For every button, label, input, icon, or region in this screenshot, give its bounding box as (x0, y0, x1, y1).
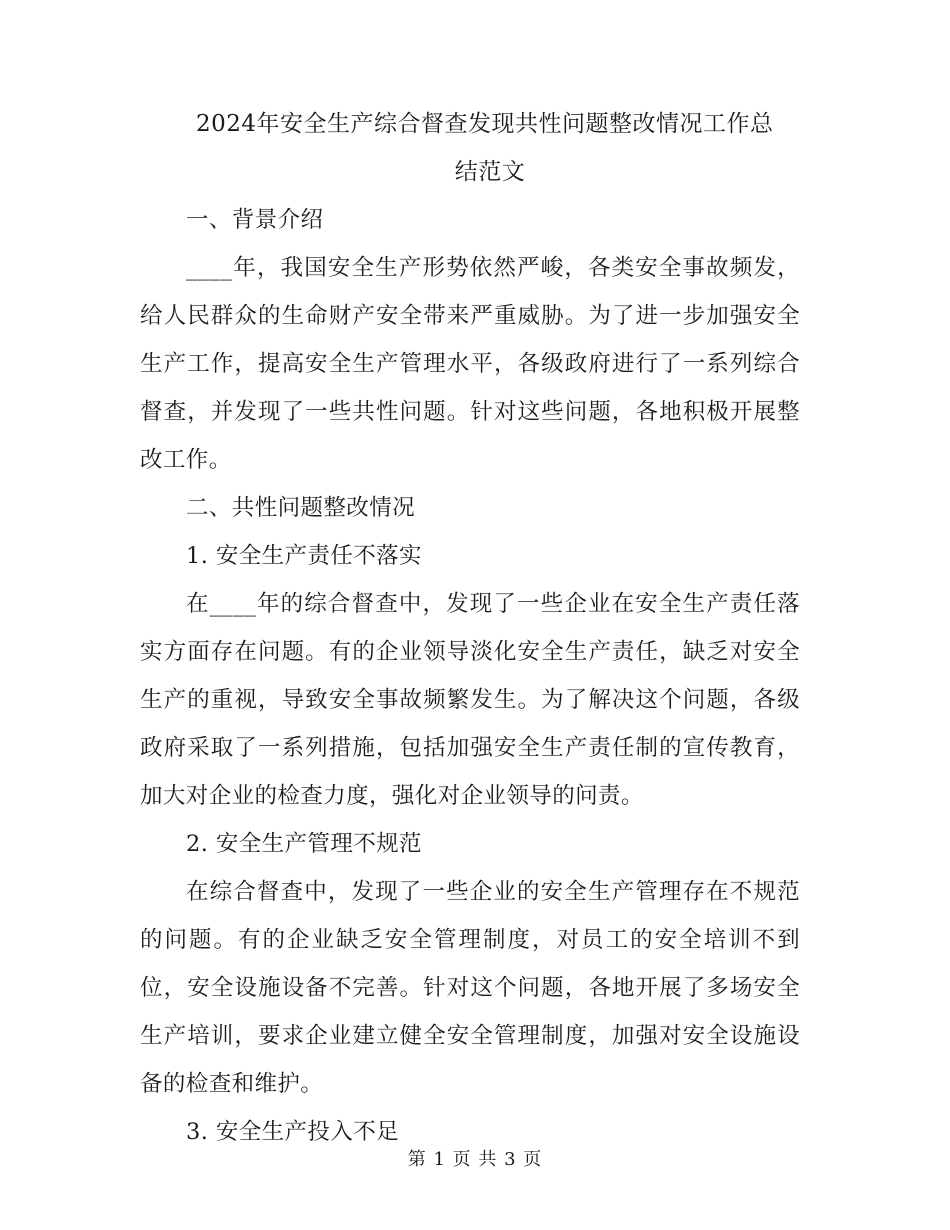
subheading-responsibility: 1. 安全生产责任不落实 (186, 543, 422, 569)
subheading-investment: 3. 安全生产投入不足 (186, 1119, 400, 1145)
section-heading-rectification: 二、共性问题整改情况 (186, 495, 416, 521)
paragraph-responsibility: 在____年的综合督查中，发现了一些企业在安全生产责任落实方面存在问题。有的企业领导淡化安全生产责任，缺乏对安全生产的重视，导致安全事故频繁发生。为了解决这个问题，各级政府采取了一系列措施，包括加强安全生产责任制的宣传教育，加大对企业的检查力度，强化对企业领导的问责。 (140, 591, 800, 809)
document-body (140, 100, 800, 1156)
page-number-label: 第 1 页 共 3 页 (407, 1149, 543, 1170)
paragraph-management: 在综合督查中，发现了一些企业的安全生产管理存在不规范的问题。有的企业缺乏安全管理制度，对员工的安全培训不到位，安全设施设备不完善。针对这个问题，各地开展了多场安全生产培训，要求企业建立健全安全管理制度，加强对安全设施设备的检查和维护。 (140, 879, 800, 1097)
title-line-2: 结范文 (454, 159, 526, 185)
section-heading-background: 一、背景介绍 (186, 207, 324, 233)
subheading-management: 2. 安全生产管理不规范 (186, 831, 422, 857)
document-title (140, 100, 800, 196)
page-footer (0, 1145, 950, 1171)
paragraph-background: ____年，我国安全生产形势依然严峻，各类安全事故频发，给人民群众的生命财产安全带来严重威胁。为了进一步加强安全生产工作，提高安全生产管理水平，各级政府进行了一系列综合督查，并发现了一些共性问题。针对这些问题，各地积极开展整改工作。 (140, 255, 800, 473)
title-line-1: 2024年安全生产综合督查发现共性问题整改情况工作总 (196, 111, 774, 137)
